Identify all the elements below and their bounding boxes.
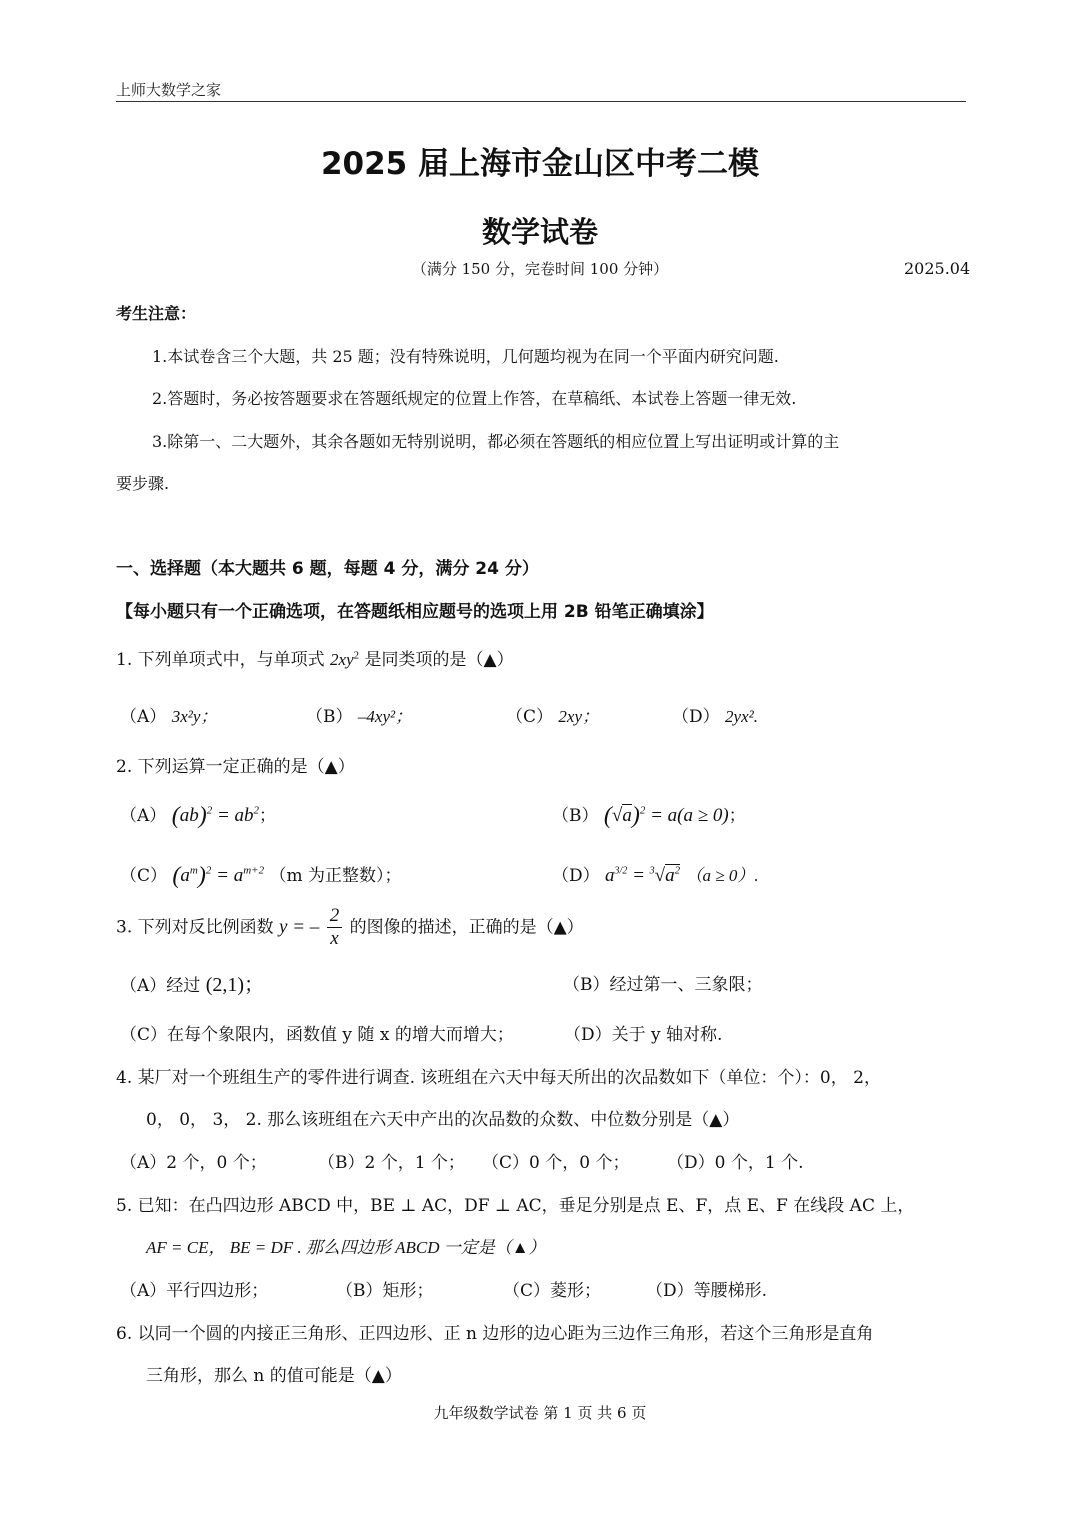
q3-option-c: （C）在每个象限内，函数值 y 随 x 的增大而增大； — [120, 1025, 514, 1045]
header-divider — [116, 101, 966, 102]
q4-line2: 0， 0， 3， 2. 那么该班组在六天中产出的次品数的众数、中位数分别是（▲） — [146, 1110, 740, 1130]
q2-option-d: （D） $a^{3/2} = ^3√a^2$ （a ≥ 0）. — [552, 864, 759, 886]
q6-line2: 三角形，那么 n 的值可能是（▲） — [146, 1366, 402, 1386]
q3-stem: 3. 下列对反比例函数 y = – $\frac{2}{x}$ 的图像的描述，正确的是（▲） — [116, 905, 584, 949]
notice-item-1: 1.本试卷含三个大题，共 25 题；没有特殊说明，几何题均视为在同一个平面内研究问题. — [152, 347, 779, 366]
q2-stem: 2. 下列运算一定正确的是（▲） — [116, 757, 355, 777]
q3-fraction: $\frac{2}{x}$ — [327, 905, 343, 950]
exam-date: 2025.04 — [904, 259, 971, 278]
q6-line1: 6. 以同一个圆的内接正三角形、正四边形、正 n 边形的边心距为三边作三角形，若这个三角形是直角 — [116, 1324, 874, 1344]
q3-option-b: （B）经过第一、三象限； — [563, 975, 763, 995]
notice-item-3-cont: 要步骤. — [116, 474, 170, 493]
q5-option-b: （B）矩形； — [336, 1281, 434, 1301]
section1-instruction: 【每小题只有一个正确选项，在答题纸相应题号的选项上用 2B 铅笔正确填涂】 — [116, 602, 714, 622]
q3-option-d: （D）关于 y 轴对称. — [564, 1025, 723, 1045]
page-title: 2025 届上海市金山区中考二模 — [320, 146, 760, 182]
section1-heading: 一、选择题（本大题共 6 题，每题 4 分，满分 24 分） — [116, 559, 539, 579]
q1-option-d: （D） 2yx². — [672, 707, 758, 727]
header-source: 上师大数学之家 — [116, 81, 222, 99]
notice-item-2: 2.答题时，务必按答题要求在答题纸规定的位置上作答，在草稿纸、本试卷上答题一律无效. — [152, 389, 797, 408]
page-subtitle: 数学试卷 — [481, 215, 598, 249]
exam-info: （满分 150 分，完卷时间 100 分钟） — [411, 260, 669, 278]
q4-line1: 4. 某厂对一个班组生产的零件进行调查. 该班组在六天中每天所出的次品数如下（单位：个）：0， 2， — [116, 1068, 881, 1088]
q5-line2: AF = CE， BE = DF . 那么四边形 ABCD 一定是（▲） — [146, 1238, 546, 1257]
q1-stem-expr: 2xy — [330, 650, 354, 669]
q5-option-d: （D）等腰梯形. — [646, 1281, 768, 1301]
q1-option-b: （B） –4xy²； — [306, 707, 413, 727]
notice-heading: 考生注意： — [116, 304, 197, 323]
q2-option-c: （C） $(a^m)^2 = a^{m+2}$ （m 为正整数）； — [120, 863, 402, 889]
q1-stem: 1. 下列单项式中，与单项式 $2xy^2$ 是同类项的是（▲） — [116, 649, 514, 670]
q4-option-b: （B）2 个，1 个； — [318, 1153, 465, 1173]
q4-option-a: （A）2 个，0 个； — [120, 1153, 267, 1173]
q1-option-a: （A） 3x²y； — [120, 707, 218, 727]
q2-option-a: （A） $(ab)^2 = ab^2$； — [120, 803, 277, 829]
q1-option-c: （C） 2xy； — [506, 707, 600, 727]
q4-option-c: （C）0 个，0 个； — [482, 1153, 630, 1173]
q2-option-b: （B） $(√a)^2 = a(a \ge 0)$； — [552, 803, 746, 829]
q5-line1: 5. 已知：在凸四边形 ABCD 中，BE ⊥ AC，DF ⊥ AC，垂足分别是点 E、F，点 E、F 在线段 AC 上， — [116, 1196, 915, 1216]
q4-option-d: （D）0 个，1 个. — [667, 1153, 804, 1173]
q3-option-a: （A）经过 (2,1)； — [120, 974, 265, 996]
q5-option-c: （C）菱形； — [503, 1281, 602, 1301]
notice-item-3: 3.除第一、二大题外，其余各题如无特别说明，都必须在答题纸的相应位置上写出证明或计算的主 — [152, 432, 840, 451]
page-footer: 九年级数学试卷 第 1 页 共 6 页 — [433, 1404, 647, 1422]
q5-option-a: （A）平行四边形； — [120, 1281, 269, 1301]
